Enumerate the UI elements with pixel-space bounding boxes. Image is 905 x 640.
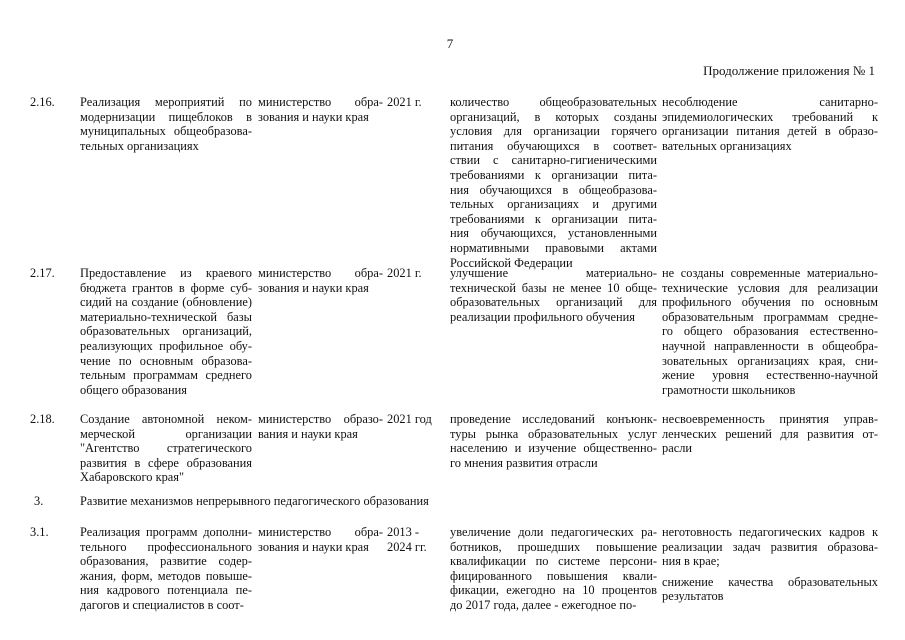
- measure-name-line: "Агентство стратегического: [80, 441, 252, 456]
- row-number: 3.: [34, 494, 44, 508]
- measure-name-line: Предоставление из краевого: [80, 266, 252, 280]
- expected-result-line: образовательных организаций для: [450, 295, 657, 310]
- expected-result-line: количество общеобразовательных: [450, 95, 657, 109]
- consequences-line: несоблюдение санитарно-: [662, 95, 878, 109]
- expected-result-line: фикации, ежегодно на 10 процентов: [450, 583, 657, 598]
- responsible-executor-line: министерство обра-: [258, 266, 383, 280]
- measure-name-line: материально-технической базы: [80, 309, 252, 324]
- expected-result-line: ботников, прошедших повышение: [450, 539, 657, 554]
- section-heading: Развитие механизмов непрерывного педагогического образования: [80, 494, 429, 508]
- expected-result: [450, 525, 657, 613]
- consequences-line: го общего образования естественно-: [662, 324, 878, 339]
- expected-result-line: требованиями к организации пита-: [450, 211, 657, 226]
- expected-result-line: проведение исследований конъюнк-: [450, 412, 657, 426]
- expected-result-line: фицированного повышения квали-: [450, 568, 657, 583]
- expected-result-line: требованиями к организации пита-: [450, 167, 657, 182]
- expected-result-line: до 2017 года, далее - ежегодное по-: [450, 597, 637, 612]
- responsible-executor: [258, 266, 383, 295]
- deadline-line: 2021 г.: [387, 95, 422, 109]
- consequences-second-line: снижение качества образовательных: [662, 574, 878, 589]
- responsible-executor-line: министерство обра-: [258, 95, 383, 109]
- expected-result-line: го мнения развития отрасли: [450, 455, 598, 470]
- expected-result-line: увеличение доли педагогических ра-: [450, 525, 657, 539]
- measure-name-line: образования, развитие содер-: [80, 554, 252, 569]
- measure-name-line: мерческой организации: [80, 426, 252, 441]
- measure-name-line: муниципальных общеобразова-: [80, 124, 252, 139]
- measure-name-line: дагогов и специалистов в соот-: [80, 597, 244, 612]
- responsible-executor-line: министерство обра-: [258, 525, 383, 539]
- continuation-note: Продолжение приложения № 1: [703, 63, 875, 78]
- consequences-line: неготовность педагогических кадров к: [662, 525, 878, 539]
- measure-name-line: тельным программам среднего: [80, 368, 252, 383]
- measure-name-line: бюджета грантов в форме суб-: [80, 280, 252, 295]
- measure-name-line: Реализация мероприятий по: [80, 95, 252, 109]
- deadline: [387, 525, 443, 554]
- measure-name-line: модернизации пищеблоков в: [80, 109, 252, 124]
- page-number: 7: [446, 36, 454, 51]
- row-number: 3.1.: [30, 525, 49, 539]
- consequences-line: профильного обучения по основным: [662, 295, 878, 310]
- expected-result-line: питания обучающихся в соответ-: [450, 138, 657, 153]
- measure-name-line: жания, форм, методов повыше-: [80, 568, 252, 583]
- measure-name-line: тельных организациях: [80, 138, 199, 153]
- consequences-line: не созданы современные материально-: [662, 266, 878, 280]
- expected-result-line: нормативными правовыми актами: [450, 240, 657, 255]
- measure-name: [80, 412, 252, 485]
- consequences-line: расли: [662, 441, 693, 456]
- responsible-executor-line: министерство образо-: [258, 412, 383, 426]
- consequences-second-line: результатов: [662, 589, 724, 604]
- consequences-line: жение уровня естественно-научной: [662, 368, 878, 383]
- expected-result-line: населению и изучение общественно-: [450, 441, 657, 456]
- expected-result-line: технической базы не менее 10 обще-: [450, 280, 657, 295]
- expected-result-line: Российской Федерации: [450, 255, 573, 270]
- expected-result: [450, 95, 657, 270]
- consequences-line: ленческих решений для развития от-: [662, 426, 878, 441]
- expected-result-line: ния обучающихся в общеобразова-: [450, 182, 657, 197]
- deadline: [387, 95, 443, 110]
- deadline-line: 2021 г.: [387, 266, 422, 280]
- measure-name-line: Создание автономной неком-: [80, 412, 252, 426]
- row-number: 2.16.: [30, 95, 55, 109]
- measure-name: [80, 266, 252, 397]
- measure-name-line: сидий на создание (обновление): [80, 295, 252, 310]
- consequences-line: реализации задач развития образова-: [662, 539, 878, 554]
- expected-result-line: реализации профильного обучения: [450, 309, 635, 324]
- expected-result-line: ствии с санитарно-гигиеническими: [450, 153, 657, 168]
- deadline-line: 2024 гг.: [387, 539, 427, 554]
- consequences-line: образовательным программам средне-: [662, 309, 878, 324]
- consequences-line: эпидемиологических требований к: [662, 109, 878, 124]
- responsible-executor: [258, 95, 383, 124]
- responsible-executor-line: зования и науки края: [258, 539, 369, 554]
- consequences: [662, 525, 878, 569]
- expected-result-line: улучшение материально-: [450, 266, 657, 280]
- deadline: [387, 412, 443, 427]
- row-number: 2.17.: [30, 266, 55, 280]
- expected-result-line: квалификации по системе персони-: [450, 554, 657, 569]
- expected-result-line: ния обучающихся, установленными: [450, 226, 657, 241]
- deadline-line: 2013 -: [387, 525, 420, 539]
- consequences-line: ния в крае;: [662, 554, 720, 569]
- consequences-line: технические условия для реализации: [662, 280, 878, 295]
- consequences-second: [662, 575, 878, 604]
- measure-name-line: развития в сфере образования: [80, 455, 252, 470]
- deadline: [387, 266, 443, 281]
- consequences-line: научной направленности в общеобра-: [662, 338, 878, 353]
- consequences: [662, 412, 878, 456]
- responsible-executor: [258, 525, 383, 554]
- responsible-executor-line: зования и науки края: [258, 280, 369, 295]
- expected-result-line: туры рынка образовательных услуг: [450, 426, 657, 441]
- consequences-line: несвоевременность принятия управ-: [662, 412, 878, 426]
- consequences-line: вательных организациях: [662, 138, 792, 153]
- responsible-executor-line: вания и науки края: [258, 426, 358, 441]
- expected-result-line: организаций, в которых созданы: [450, 109, 657, 124]
- measure-name: [80, 95, 252, 153]
- measure-name-line: чение по основным образова-: [80, 353, 252, 368]
- measure-name-line: образовательных организаций,: [80, 324, 252, 339]
- measure-name-line: общего образования: [80, 382, 187, 397]
- responsible-executor: [258, 412, 383, 441]
- measure-name: [80, 525, 252, 613]
- measure-name-line: тельного профессионального: [80, 539, 252, 554]
- consequences: [662, 95, 878, 153]
- measure-name-line: Хабаровского края": [80, 470, 185, 485]
- expected-result-line: тельных организациях и другими: [450, 197, 657, 212]
- row-number: 2.18.: [30, 412, 55, 426]
- consequences-line: зовательных организациях края, сни-: [662, 353, 878, 368]
- consequences-line: грамотности школьников: [662, 382, 796, 397]
- measure-name-line: ния кадрового потенциала пе-: [80, 583, 252, 598]
- expected-result: [450, 266, 657, 324]
- expected-result-line: условия для организации горячего: [450, 124, 657, 139]
- consequences: [662, 266, 878, 397]
- measure-name-line: реализующих профильное обу-: [80, 338, 252, 353]
- expected-result: [450, 412, 657, 470]
- consequences-line: организации питания детей в образо-: [662, 124, 878, 139]
- deadline-line: 2021 год: [387, 412, 432, 426]
- responsible-executor-line: зования и науки края: [258, 109, 369, 124]
- measure-name-line: Реализация программ дополни-: [80, 525, 252, 539]
